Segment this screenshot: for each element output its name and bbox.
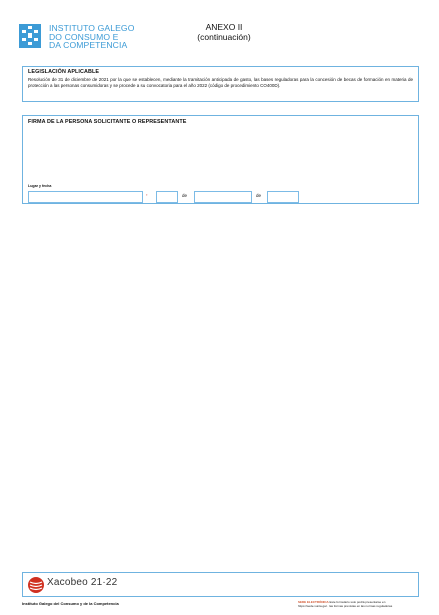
xacobeo-banner xyxy=(22,572,419,597)
month-input[interactable] xyxy=(194,191,252,203)
year-input[interactable] xyxy=(267,191,299,203)
legislation-text: Resolución de 31 de diciembre de 2021 por la que se establecen, mediante la tramitación anticipada de gasto, las bases reguladoras para la concesión de becas de formación en materia de protección a las personas consumidoras y se procede a su convocatoria para el año 2022 (código de procedimiento CO400D). xyxy=(28,77,413,89)
annex-title: ANEXO II xyxy=(205,22,243,32)
signature-title: FIRMA DE LA PERSONA SOLICITANTE O REPRESENTANTE xyxy=(28,119,187,125)
sede-label: SEDE ELECTRÓNICA xyxy=(298,600,329,604)
de-label-2: de xyxy=(256,193,262,198)
day-input[interactable] xyxy=(156,191,178,203)
annex-subtitle: (continuación) xyxy=(197,31,251,42)
place-date-label: Lugar y fecha xyxy=(28,184,52,188)
signature-section xyxy=(22,115,419,204)
legislation-section xyxy=(22,66,419,102)
comma-separator: , xyxy=(146,191,148,197)
annex-heading xyxy=(180,23,268,42)
logo-line: DO CONSUMO E xyxy=(49,31,119,42)
footer-institution: Instituto Galego del Consumo y de la Competencia xyxy=(22,601,119,606)
place-input[interactable] xyxy=(28,191,143,203)
xacobeo-text: Xacobeo 21·22 xyxy=(47,577,118,588)
logo-line: DA COMPETENCIA xyxy=(49,40,128,51)
institute-logo-icon xyxy=(19,24,41,48)
xacobeo-logo-icon xyxy=(27,576,45,594)
footer-notice-line2: https://sede.xunta.gal · las formas previstas en las normas reguladoras xyxy=(298,604,393,608)
legislation-title: LEGISLACIÓN APLICABLE xyxy=(28,69,100,75)
footer-notice-line1: Este formulario solo podrá presentarse en xyxy=(329,600,386,604)
institute-logo-text xyxy=(49,24,134,50)
logo-line: INSTITUTO GALEGO xyxy=(49,23,135,33)
footer-notice xyxy=(298,600,392,608)
de-label-1: de xyxy=(182,193,188,198)
